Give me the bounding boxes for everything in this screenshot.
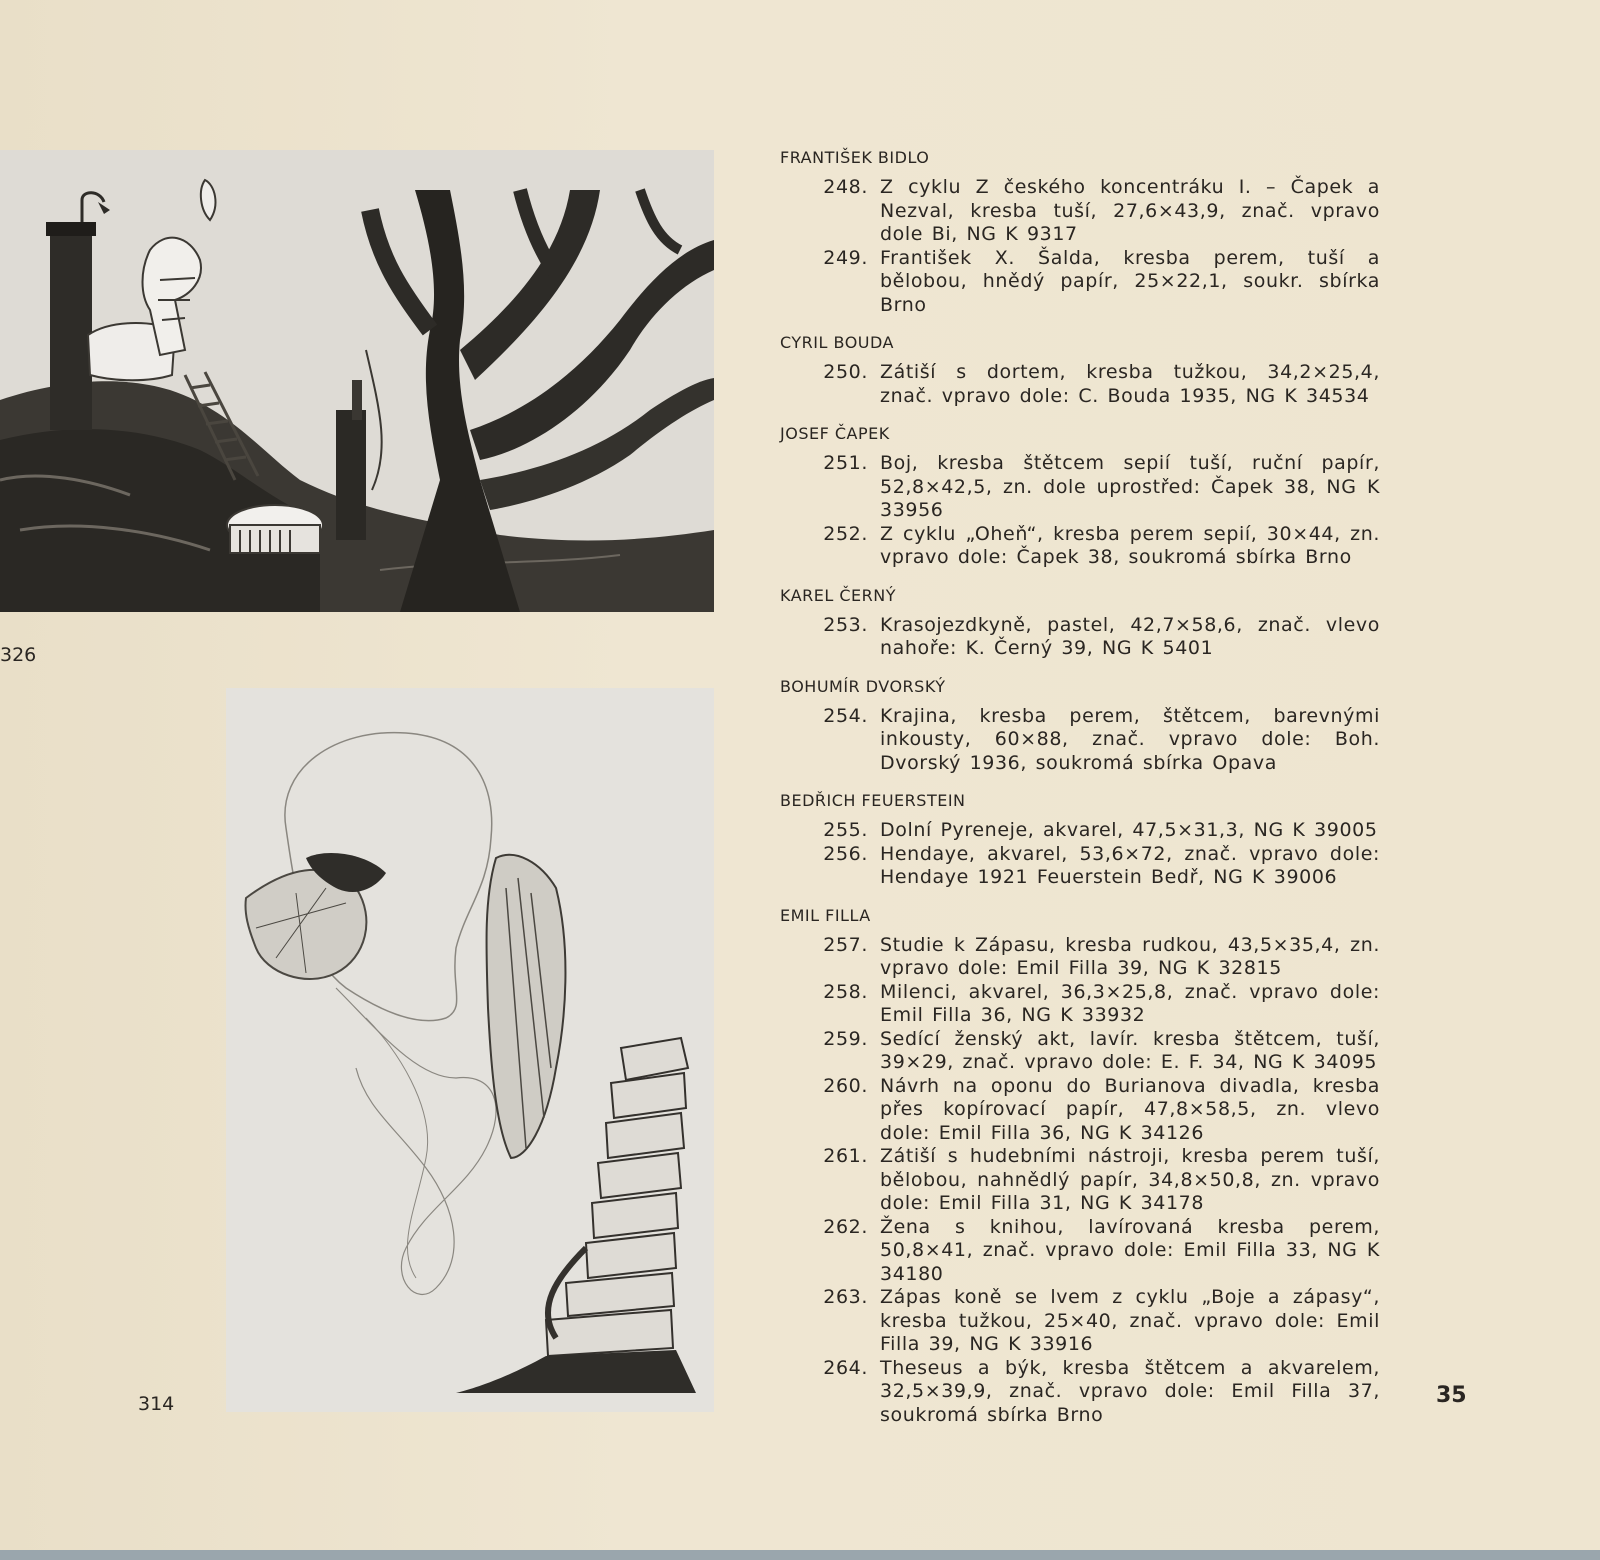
- entry-number: 264.: [823, 1356, 868, 1379]
- catalogue-entry: [780, 176, 1380, 247]
- entry-number: 255.: [823, 819, 868, 841]
- entry-text: František X. Šalda, kresba perem, tuší a bělobou, hnědý papír, 25×22,1, soukr. sbírka Brno: [880, 246, 1380, 316]
- entry-text: Zátiší s dortem, kresba tužkou, 34,2×25,4, znač. vpravo dole: C. Bouda 1935, NG K 34534: [880, 361, 1380, 407]
- artist-section: [780, 677, 1380, 776]
- artist-name: CYRIL BOUDA: [780, 333, 894, 352]
- entry-text: Krasojezdkyně, pastel, 42,7×58,6, znač. vlevo nahoře: K. Černý 39, NG K 5401: [880, 613, 1380, 659]
- figure-number-326: 326: [0, 644, 37, 666]
- catalogue-entry: [780, 819, 1380, 843]
- catalogue-entry: [780, 1075, 1380, 1146]
- entry-number: 249.: [823, 246, 868, 269]
- catalogue-entry: [780, 1357, 1380, 1428]
- artist-section: [780, 333, 1380, 408]
- entry-number: 259.: [823, 1027, 868, 1050]
- catalogue-entry: [780, 1216, 1380, 1287]
- artist-section: [780, 148, 1380, 317]
- entry-text: Návrh na oponu do Burianova divadla, kresba přes kopírovací papír, 47,8×58,5, zn. vlevo dole: Emil Filla 36, NG K 34126: [880, 1074, 1380, 1144]
- page-number: 35: [1436, 1383, 1467, 1408]
- artist-section: [780, 906, 1380, 1428]
- drawing-tree-landscape: [0, 150, 714, 612]
- entry-text: Zápas koně se lvem z cyklu „Boje a zápasy“, kresba tužkou, 25×40, znač. vpravo dole: Emil Filla 39, NG K 33916: [880, 1286, 1380, 1355]
- catalogue-entry: [780, 614, 1380, 661]
- entry-text: Studie k Zápasu, kresba rudkou, 43,5×35,4, zn. vpravo dole: Emil Filla 39, NG K 32815: [880, 933, 1380, 979]
- artist-name: BEDŘICH FEUERSTEIN: [780, 791, 966, 810]
- entry-number: 251.: [823, 452, 868, 474]
- entry-number: 257.: [823, 933, 868, 956]
- catalogue-entry: [780, 452, 1380, 523]
- entry-text: Dolní Pyreneje, akvarel, 47,5×31,3, NG K 39005: [880, 819, 1378, 841]
- illustration-314: [226, 688, 714, 1412]
- catalogue-list: [780, 148, 1380, 1443]
- entry-number: 260.: [823, 1074, 868, 1097]
- entry-number: 261.: [823, 1145, 868, 1167]
- entry-number: 262.: [823, 1215, 868, 1238]
- artist-name: JOSEF ČAPEK: [780, 424, 890, 443]
- entry-text: Sedící ženský akt, lavír. kresba štětcem, tuší, 39×29, znač. vpravo dole: E. F. 34, NG K 34095: [880, 1027, 1380, 1073]
- catalogue-entry: [780, 247, 1380, 318]
- entry-text: Z cyklu Z českého koncentráku I. – Čapek a Nezval, kresba tuší, 27,6×43,9, znač. vpravo dole Bi, NG K 9317: [880, 176, 1380, 245]
- entry-number: 252.: [823, 522, 868, 545]
- scan-edge-strip: [0, 1550, 1600, 1560]
- entry-number: 256.: [823, 842, 868, 865]
- catalogue-entry: [780, 981, 1380, 1028]
- entry-number: 253.: [823, 613, 868, 636]
- catalogue-entry: [780, 705, 1380, 776]
- figure-number-314: 314: [138, 1393, 175, 1415]
- artist-section: [780, 424, 1380, 570]
- illustration-326: [0, 150, 714, 612]
- drawing-head-and-books: [226, 688, 714, 1412]
- entry-number: 248.: [823, 176, 868, 198]
- entry-text: Z cyklu „Oheň“, kresba perem sepií, 30×44, zn. vpravo dole: Čapek 38, soukromá sbírka Brno: [880, 522, 1380, 568]
- entry-number: 263.: [823, 1286, 868, 1308]
- catalogue-entry: [780, 1145, 1380, 1216]
- entry-number: 254.: [823, 704, 868, 727]
- entry-text: Zátiší s hudebními nástroji, kresba perem tuší, bělobou, nahnědlý papír, 34,8×50,8, zn. vpravo dole: Emil Filla 31, NG K 34178: [880, 1145, 1380, 1214]
- artist-name: FRANTIŠEK BIDLO: [780, 148, 930, 167]
- artist-section: [780, 586, 1380, 661]
- catalogue-entry: [780, 1028, 1380, 1075]
- entry-text: Žena s knihou, lavírovaná kresba perem, 50,8×41, znač. vpravo dole: Emil Filla 33, NG K 34180: [880, 1215, 1380, 1285]
- artist-name: BOHUMÍR DVORSKÝ: [780, 676, 946, 696]
- entry-text: Milenci, akvarel, 36,3×25,8, znač. vpravo dole: Emil Filla 36, NG K 33932: [880, 980, 1380, 1026]
- artist-name: EMIL FILLA: [780, 905, 871, 925]
- entry-text: Theseus a býk, kresba štětcem a akvarelem, 32,5×39,9, znač. vpravo dole: Emil Filla 37, soukromá sbírka Brno: [880, 1356, 1380, 1426]
- entry-number: 258.: [823, 980, 868, 1003]
- entry-text: Boj, kresba štětcem sepií tuší, ruční papír, 52,8×42,5, zn. dole uprostřed: Čapek 38, NG K 33956: [880, 452, 1380, 521]
- entry-text: Hendaye, akvarel, 53,6×72, znač. vpravo dole: Hendaye 1921 Feuerstein Bedř, NG K 39006: [880, 842, 1380, 888]
- artist-section: [780, 791, 1380, 890]
- catalogue-entry: [780, 523, 1380, 570]
- catalogue-entry: [780, 361, 1380, 408]
- catalogue-entry: [780, 934, 1380, 981]
- catalogue-entry: [780, 843, 1380, 890]
- catalogue-entry: [780, 1286, 1380, 1357]
- entry-number: 250.: [823, 361, 868, 383]
- artist-name: KAREL ČERNÝ: [780, 585, 897, 605]
- entry-text: Krajina, kresba perem, štětcem, barevnými inkousty, 60×88, znač. vpravo dole: Boh. Dvorský 1936, soukromá sbírka Opava: [880, 704, 1380, 774]
